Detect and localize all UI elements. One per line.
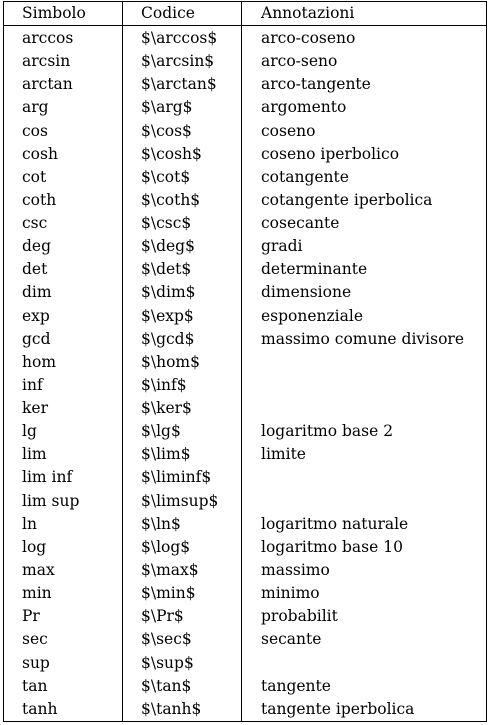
cell-annotazione: gradi <box>261 237 303 256</box>
cell-simbolo: lg <box>22 422 37 441</box>
cell-codice: $\det$ <box>141 260 192 279</box>
table-row <box>4 374 486 397</box>
cell-codice: $\cosh$ <box>141 144 202 163</box>
cell-codice: $\inf$ <box>141 375 187 394</box>
cell-annotazione: dimensione <box>261 283 352 302</box>
cell-annotazione: argomento <box>261 98 347 117</box>
cell-codice: $\arcsin$ <box>141 52 215 71</box>
table-row <box>4 258 486 281</box>
cell-annotazione: limite <box>261 445 306 464</box>
cell-simbolo: lim inf <box>22 468 73 487</box>
cell-codice: $\hom$ <box>141 352 200 371</box>
cell-simbolo: lim sup <box>22 491 80 510</box>
cell-codice: $\arctan$ <box>141 75 217 94</box>
cell-simbolo: arcsin <box>22 52 71 71</box>
cell-codice: $\min$ <box>141 584 196 603</box>
functions-table <box>3 1 487 722</box>
table-row <box>4 466 486 489</box>
cell-codice: $\log$ <box>141 537 191 556</box>
table-row <box>4 513 486 536</box>
cell-simbolo: lim <box>22 445 47 464</box>
cell-annotazione: coseno <box>261 121 316 140</box>
header-simbolo: Simbolo <box>22 4 86 22</box>
cell-annotazione: esponenziale <box>261 306 364 325</box>
cell-annotazione: tangente <box>261 676 331 695</box>
cell-codice: $\cot$ <box>141 167 191 186</box>
cell-simbolo: det <box>22 260 48 279</box>
cell-annotazione: arco-seno <box>261 52 338 71</box>
cell-simbolo: Pr <box>22 607 40 626</box>
cell-simbolo: cos <box>22 121 48 140</box>
cell-codice: $\cos$ <box>141 121 192 140</box>
cell-simbolo: dim <box>22 283 52 302</box>
cell-codice: $\exp$ <box>141 306 194 325</box>
cell-simbolo: exp <box>22 306 50 325</box>
cell-codice: $\lg$ <box>141 422 181 441</box>
cell-codice: $\arccos$ <box>141 29 218 47</box>
cell-simbolo: hom <box>22 352 57 371</box>
cell-annotazione: massimo comune divisore <box>261 329 464 348</box>
cell-codice: $\gcd$ <box>141 329 195 348</box>
cell-annotazione: cotangente iperbolica <box>261 190 433 209</box>
table-row <box>4 536 486 559</box>
table-row <box>4 235 486 258</box>
table-row <box>4 559 486 582</box>
cell-annotazione: logaritmo naturale <box>261 514 409 533</box>
table-row <box>4 698 486 721</box>
cell-annotazione: logaritmo base 10 <box>261 537 403 556</box>
cell-simbolo: log <box>22 537 47 556</box>
cell-codice: $\sec$ <box>141 630 192 649</box>
table-row <box>4 143 486 166</box>
cell-codice: $\ker$ <box>141 399 192 418</box>
table-row <box>4 443 486 466</box>
table-row <box>4 189 486 212</box>
cell-annotazione: coseno iperbolico <box>261 144 400 163</box>
cell-codice: $\dim$ <box>141 283 196 302</box>
table-row <box>4 420 486 443</box>
cell-simbolo: inf <box>22 375 43 394</box>
cell-simbolo: sup <box>22 653 50 672</box>
header-divider <box>4 25 486 26</box>
cell-codice: $\tan$ <box>141 676 192 695</box>
table-row <box>4 675 486 698</box>
cell-codice: $\arg$ <box>141 98 193 117</box>
cell-annotazione: arco-coseno <box>261 29 356 47</box>
cell-simbolo: tan <box>22 676 48 695</box>
cell-annotazione: arco-tangente <box>261 75 371 94</box>
cell-annotazione: determinante <box>261 260 368 279</box>
table-row <box>4 305 486 328</box>
table-row <box>4 351 486 374</box>
cell-codice: $\sup$ <box>141 653 194 672</box>
table-row <box>4 628 486 651</box>
cell-simbolo: min <box>22 584 52 603</box>
table-row <box>4 652 486 675</box>
cell-annotazione: logaritmo base 2 <box>261 422 394 441</box>
cell-codice: $\liminf$ <box>141 468 212 487</box>
cell-simbolo: ker <box>22 399 48 418</box>
cell-codice: $\lim$ <box>141 445 191 464</box>
cell-annotazione: secante <box>261 630 322 649</box>
table-row <box>4 120 486 143</box>
table-row <box>4 27 486 50</box>
table-row <box>4 73 486 96</box>
cell-simbolo: arctan <box>22 75 73 94</box>
cell-annotazione: massimo <box>261 560 330 579</box>
table-row <box>4 50 486 73</box>
cell-codice: $\max$ <box>141 560 199 579</box>
cell-annotazione: tangente iperbolica <box>261 699 415 718</box>
cell-annotazione: cosecante <box>261 214 340 233</box>
cell-codice: $\deg$ <box>141 237 195 256</box>
table-row <box>4 582 486 605</box>
table-row <box>4 212 486 235</box>
table-row <box>4 281 486 304</box>
cell-codice: $\limsup$ <box>141 491 219 510</box>
table-header-row <box>4 2 486 25</box>
cell-codice: $\coth$ <box>141 190 201 209</box>
cell-simbolo: arg <box>22 98 49 117</box>
table-row <box>4 328 486 351</box>
cell-simbolo: csc <box>22 214 48 233</box>
table-row <box>4 397 486 420</box>
table-row <box>4 605 486 628</box>
cell-simbolo: tanh <box>22 699 58 718</box>
table-row <box>4 96 486 119</box>
cell-annotazione: probabilit <box>261 607 338 626</box>
cell-simbolo: cosh <box>22 144 58 163</box>
cell-simbolo: cot <box>22 167 47 186</box>
cell-simbolo: deg <box>22 237 52 256</box>
cell-simbolo: arccos <box>22 29 74 47</box>
cell-codice: $\tanh$ <box>141 699 202 718</box>
cell-codice: $\csc$ <box>141 214 192 233</box>
cell-codice: $\Pr$ <box>141 607 184 626</box>
header-codice: Codice <box>141 4 195 22</box>
cell-annotazione: minimo <box>261 584 320 603</box>
header-annotazioni: Annotazioni <box>261 4 355 22</box>
cell-codice: $\ln$ <box>141 514 181 533</box>
cell-simbolo: gcd <box>22 329 51 348</box>
table-row <box>4 166 486 189</box>
table-row <box>4 490 486 513</box>
cell-annotazione: cotangente <box>261 167 349 186</box>
cell-simbolo: max <box>22 560 55 579</box>
cell-simbolo: ln <box>22 514 37 533</box>
cell-simbolo: coth <box>22 190 57 209</box>
cell-simbolo: sec <box>22 630 48 649</box>
